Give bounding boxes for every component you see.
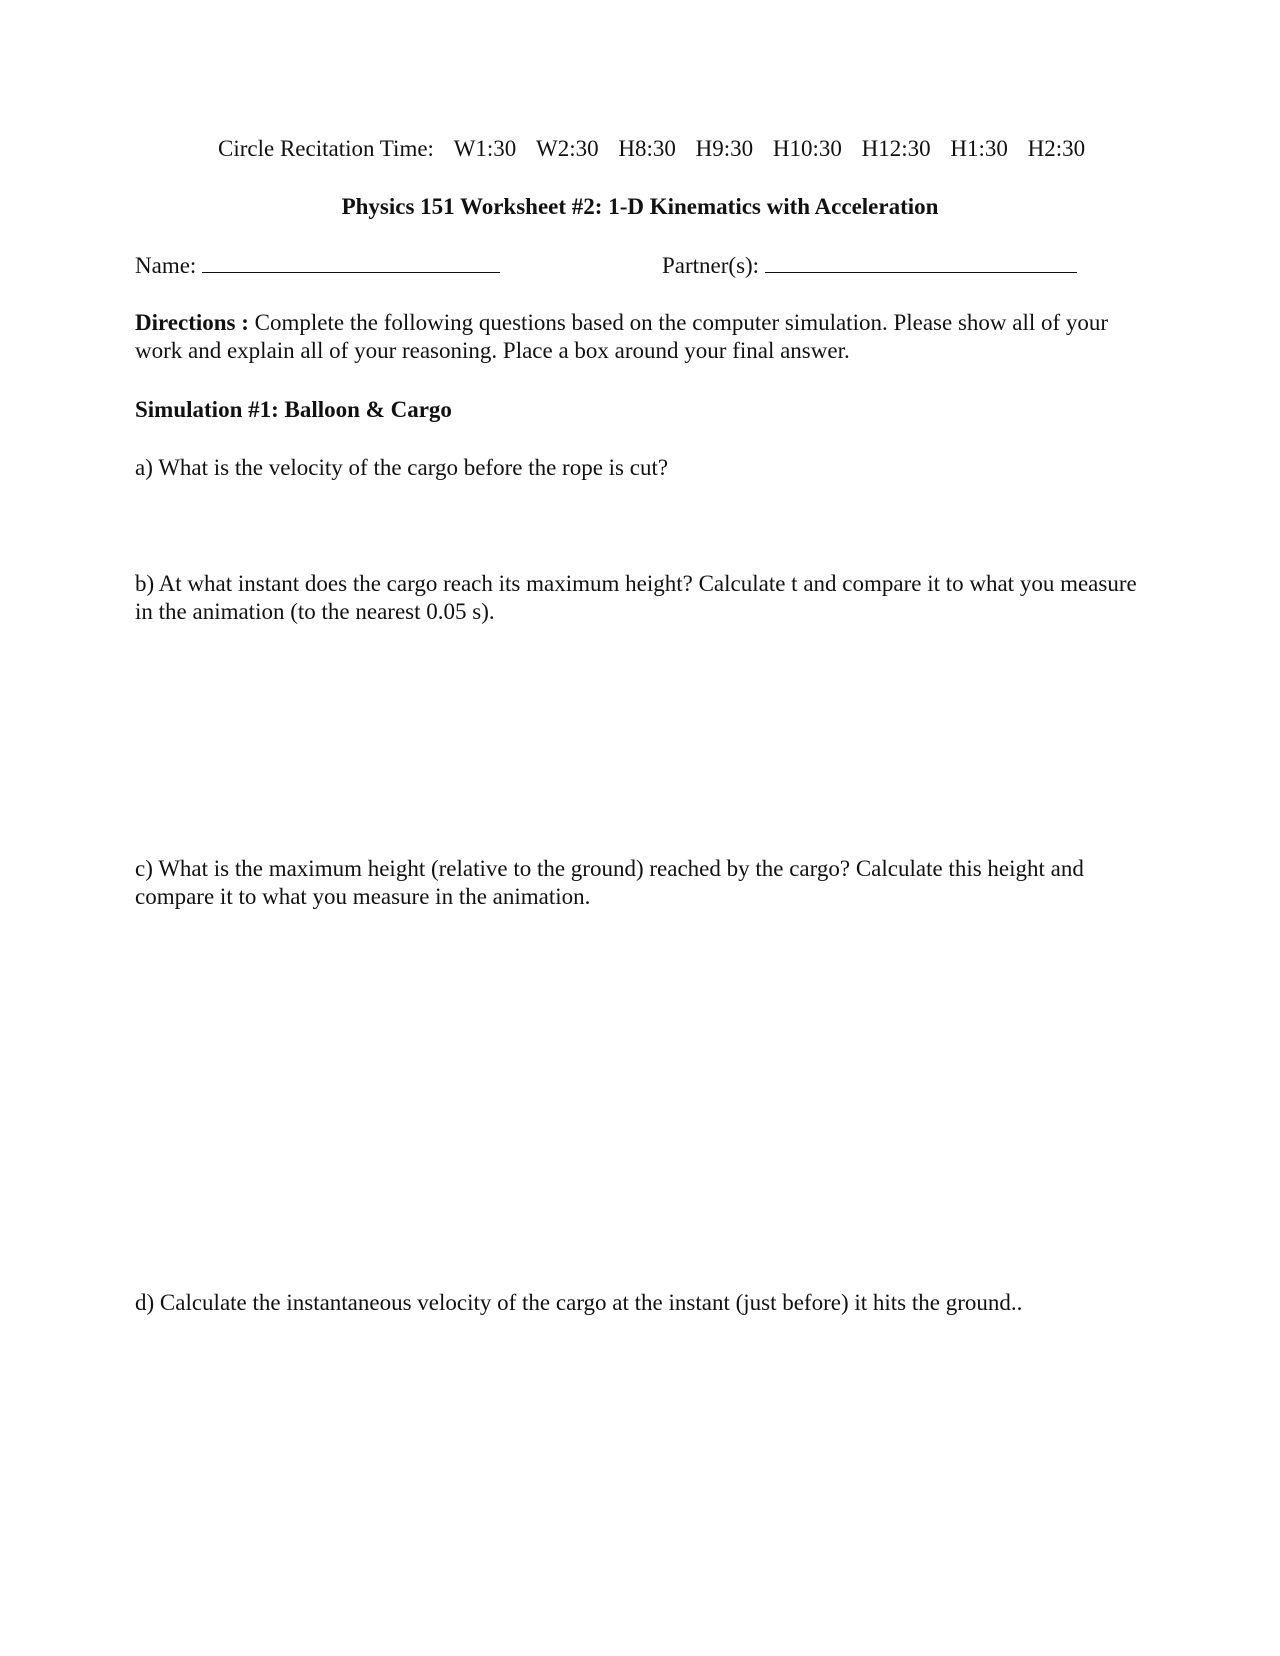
recitation-time-option[interactable]: H8:30: [618, 136, 676, 161]
simulation-heading: Simulation #1: Balloon & Cargo: [135, 397, 452, 422]
recitation-label: Circle Recitation Time:: [218, 136, 434, 161]
name-label: Name:: [135, 253, 197, 278]
question-d: d) Calculate the instantaneous velocity of the cargo at the instant (just before) it hits the ground..: [135, 1290, 1023, 1315]
question-b: b) At what instant does the cargo reach its maximum height? Calculate t and compare it to what you measure in the animation (to the nearest 0.05 s).: [135, 571, 1137, 624]
partner-field-row: [662, 250, 1077, 280]
recitation-time-option[interactable]: H10:30: [772, 136, 842, 161]
name-blank-line[interactable]: [202, 250, 500, 273]
question-a: a) What is the velocity of the cargo before the rope is cut?: [135, 455, 669, 480]
worksheet-title: Physics 151 Worksheet #2: 1-D Kinematics with Acceleration: [341, 194, 939, 219]
directions-label: Directions :: [135, 310, 249, 335]
recitation-times: [440, 136, 1085, 161]
partner-label: Partner(s):: [662, 253, 760, 278]
recitation-time-option[interactable]: W2:30: [536, 136, 599, 161]
recitation-time-option[interactable]: H2:30: [1027, 136, 1086, 161]
partner-blank-line[interactable]: [765, 250, 1077, 273]
directions-text: Complete the following questions based on the computer simulation. Please show all of your work and explain all of your reasoning. Place a box around your final answer.: [135, 310, 1109, 363]
recitation-time-option[interactable]: W1:30: [453, 136, 517, 161]
name-field-row: [135, 250, 500, 280]
recitation-time-line: [218, 134, 1085, 163]
directions-paragraph: [135, 309, 1145, 365]
recitation-time-option[interactable]: H1:30: [950, 136, 1008, 161]
question-c: c) What is the maximum height (relative to the ground) reached by the cargo? Calculate this height and compare it to what you measure in the animation.: [135, 856, 1084, 909]
recitation-time-option[interactable]: H12:30: [861, 136, 931, 161]
recitation-time-option[interactable]: H9:30: [695, 136, 754, 161]
